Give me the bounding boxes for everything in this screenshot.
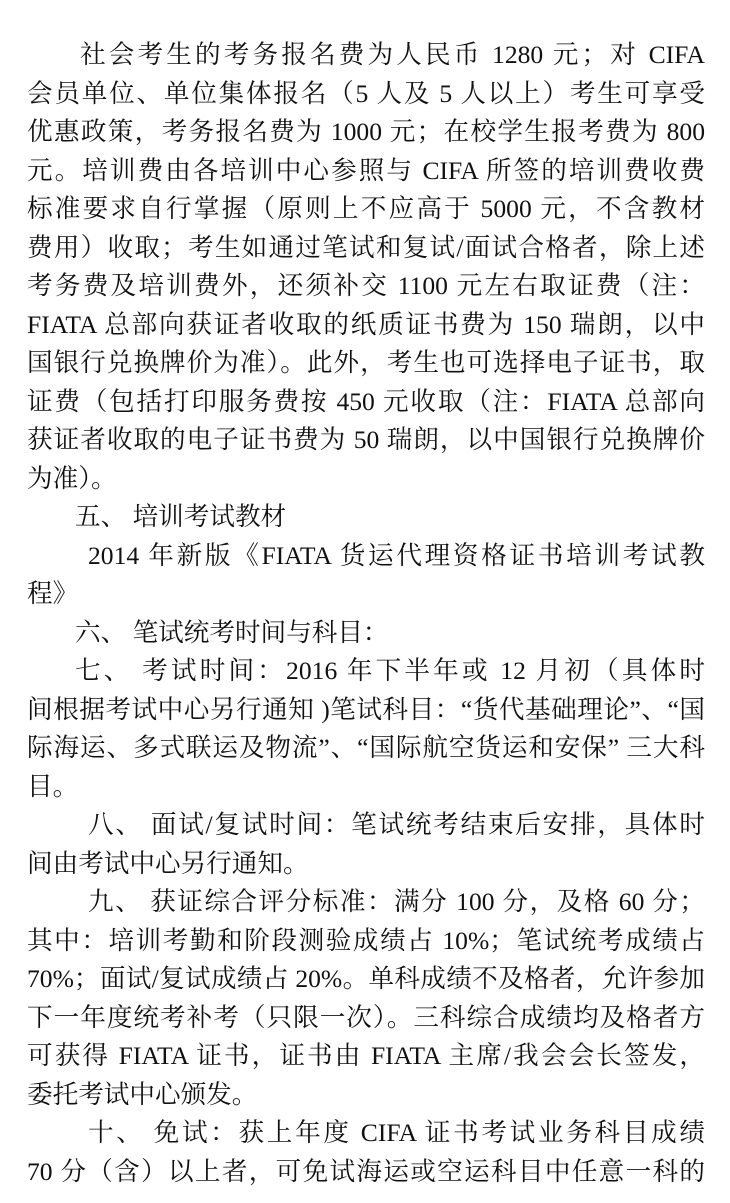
paragraph-exam-fees [27, 36, 705, 498]
text-line: 标准要求自行掌握（原则上不应高于 5000 元，不含教材 [27, 194, 705, 223]
paragraph-interview-time [27, 806, 705, 883]
section-heading-5 [27, 498, 705, 537]
text-line: 国银行兑换牌价为准）。此外，考生也可选择电子证书，取 [27, 348, 705, 377]
paragraph-scoring [27, 883, 705, 1114]
text-line: 十、 免试：获上年度 CIFA 证书考试业务科目成绩 [88, 1118, 705, 1147]
text-line: 社会考生的考务报名费为人民币 1280 元；对 CIFA [80, 40, 705, 69]
section-heading-6 [27, 614, 705, 653]
text-line: 获证者收取的电子证书费为 50 瑞朗，以中国银行兑换牌价 [27, 425, 705, 454]
text-line: 程》 [27, 579, 79, 608]
text-line: 际海运、多式联运及物流”、“国际航空货运和安保” 三大科 [27, 733, 705, 762]
text-line: 元。培训费由各培训中心参照与 CIFA 所签的培训费收费 [27, 155, 705, 185]
text-line: 证费（包括打印服务费按 450 元收取（注：FIATA 总部向 [27, 386, 705, 416]
text-line: 目。 [27, 771, 79, 801]
text-line: 可获得 FIATA 证书，证书由 FIATA 主席/我会会长签发， [27, 1041, 705, 1070]
paragraph-textbook [27, 537, 705, 614]
text-line: 委托考试中心颁发。 [27, 1079, 258, 1109]
text-line: 为准）。 [27, 463, 117, 493]
text-line: 下一年度统考补考（只限一次）。三科综合成绩均及格者方 [27, 1002, 705, 1032]
text-line: 70 分（含）以上者，可免试海运或空运科目中任意一科的 [27, 1156, 705, 1186]
heading-line: 五、 培训考试教材 [75, 502, 287, 531]
text-line: 优惠政策，考务报名费为 1000 元；在校学生报考费为 800 [27, 117, 705, 146]
text-line: 70%；面试/复试成绩占 20%。单科成绩不及格者，允许参加 [27, 964, 705, 993]
text-line: 其中：培训考勤和阶段测验成绩占 10%；笔试统考成绩占 [27, 925, 705, 955]
text-line: 八、 面试/复试时间：笔试统考结束后安排，具体时 [88, 810, 705, 839]
text-line: 间根据考试中心另行通知 )笔试科目：“货代基础理论”、“国 [27, 694, 705, 724]
heading-line: 六、 笔试统考时间与科目： [75, 617, 389, 647]
text-line: 会员单位、单位集体报名（5 人及 5 人以上）考生可享受 [27, 78, 705, 108]
text-line: 考务费及培训费外，还须补交 1100 元左右取证费（注： [27, 271, 705, 300]
text-line: 2014 年新版《FIATA 货运代理资格证书培训考试教 [88, 540, 705, 570]
document-page [27, 36, 705, 1191]
text-line: 费用）收取；考生如通过笔试和复试/面试合格者，除上述 [27, 232, 705, 262]
text-line: FIATA 总部向获证者收取的纸质证书费为 150 瑞朗，以中 [27, 309, 705, 339]
text-line: 间由考试中心另行通知。 [27, 848, 309, 878]
text-line: 七、 考试时间：2016 年下半年或 12 月初（具体时 [75, 656, 705, 685]
paragraph-exam-time [27, 652, 705, 806]
paragraph-exemption [27, 1114, 705, 1191]
text-line: 九、 获证综合评分标准：满分 100 分，及格 60 分； [88, 887, 705, 916]
